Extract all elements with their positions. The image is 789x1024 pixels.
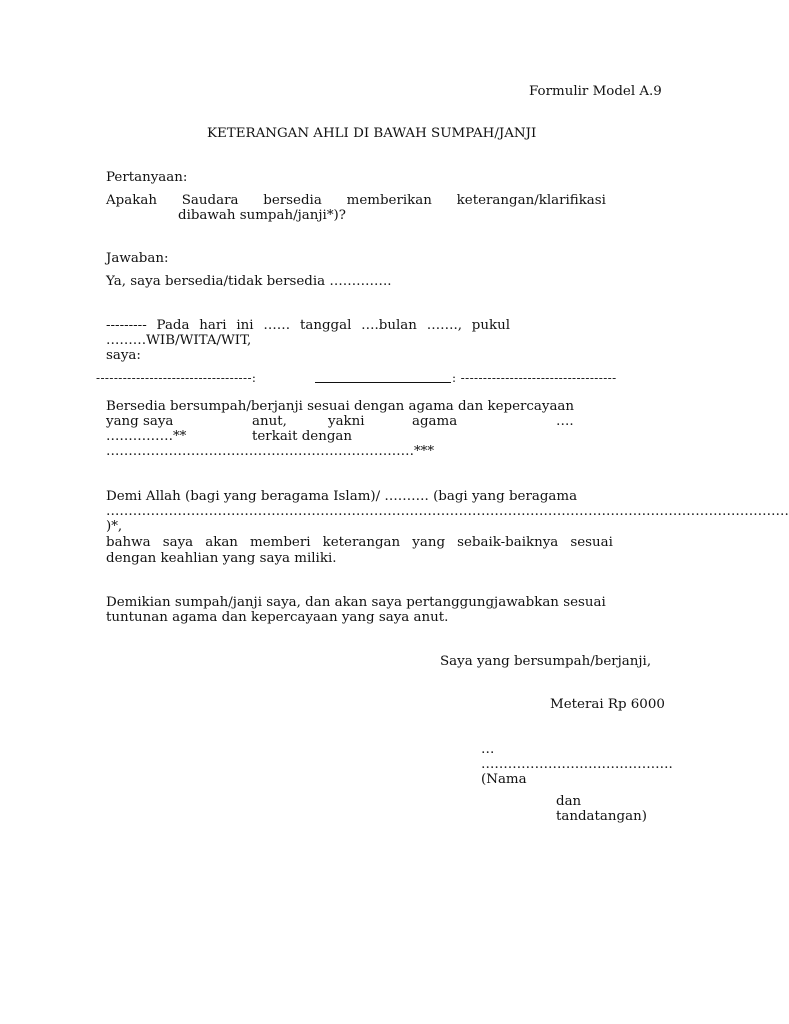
signature-dots: …………………………………….: [481, 757, 673, 772]
question-word: memberikan: [346, 193, 432, 208]
dash-left: -----------------------------------:: [96, 371, 257, 385]
oath-dots-c: ……………………………………………………………***: [106, 444, 435, 459]
question-line-2: dibawah sumpah/janji*)?: [178, 208, 346, 223]
question-label: Pertanyaan:: [106, 170, 188, 185]
schedule-word: ……: [263, 318, 291, 333]
question-word: keterangan/klarifikasi: [456, 193, 606, 208]
signature-ellipsis: …: [481, 742, 495, 757]
oath-terkait: terkait dengan: [252, 429, 353, 444]
meterai-label: Meterai Rp 6000: [550, 697, 665, 712]
question-line-1: [106, 193, 606, 209]
answer-label: Jawaban:: [106, 251, 169, 266]
demi-word: akan: [205, 535, 238, 550]
demi-line-1: Demi Allah (bagi yang beragama Islam)/ ………. (bagi yang beragama: [106, 489, 578, 504]
answer-text: Ya, saya bersedia/tidak bersedia …………..: [106, 274, 392, 289]
signature-nama: (Nama: [481, 772, 527, 787]
oath-yakni: yakni: [328, 414, 365, 429]
form-model-label: Formulir Model A.9: [529, 84, 662, 99]
demi-line-4: dengan keahlian yang saya miliki.: [106, 551, 337, 566]
question-word: bersedia: [263, 193, 322, 208]
demi-word: sebaik-baiknya: [457, 535, 559, 550]
oath-yang-saya: yang saya: [106, 414, 174, 429]
demi-line-3: [106, 535, 613, 551]
time-zone-line: ………WIB/WITA/WIT,: [106, 333, 252, 348]
document-title: KETERANGAN AHLI DI BAWAH SUMPAH/JANJI: [207, 126, 537, 141]
demi-word: bahwa: [106, 535, 151, 550]
question-word: Apakah: [106, 193, 157, 208]
demi-word: sesuai: [570, 535, 613, 550]
signature-tandatangan: tandatangan): [556, 809, 647, 824]
schedule-line: [106, 318, 510, 334]
schedule-word: hari: [199, 318, 227, 333]
demi-word: memberi: [250, 535, 311, 550]
oath-line-1: Bersedia bersumpah/berjanji sesuai dengan agama dan kepercayaan: [106, 399, 575, 414]
saya-label: saya:: [106, 348, 141, 363]
closing-line-2: tuntunan agama dan kepercayaan yang saya anut.: [106, 610, 449, 625]
demi-word: yang: [412, 535, 446, 550]
schedule-word: ini: [236, 318, 254, 333]
schedule-word: tanggal: [299, 318, 352, 333]
signature-statement: Saya yang bersumpah/berjanji,: [440, 654, 652, 669]
oath-agama: agama: [412, 414, 458, 429]
signature-dan: dan: [556, 794, 582, 809]
demi-dots-line: ………………………………………………………………………………………………………………………………………: [106, 504, 789, 519]
demi-word: saya: [162, 535, 194, 550]
demi-word: keterangan: [322, 535, 401, 550]
name-blank-underline: [315, 382, 451, 383]
closing-line-1: Demikian sumpah/janji saya, dan akan saya pertanggungjawabkan sesuai: [106, 595, 606, 610]
oath-anut: anut,: [252, 414, 287, 429]
schedule-word: pukul: [471, 318, 510, 333]
oath-dots-b: ……………**: [106, 429, 187, 444]
question-word: Saudara: [181, 193, 239, 208]
schedule-word: ---------: [106, 318, 147, 333]
dash-right: : -----------------------------------: [452, 371, 617, 385]
schedule-word: ….bulan: [361, 318, 417, 333]
oath-dots-a: ….: [556, 414, 574, 429]
schedule-word: Pada: [156, 318, 190, 333]
demi-close: )*,: [106, 519, 123, 534]
schedule-word: …….,: [426, 318, 462, 333]
